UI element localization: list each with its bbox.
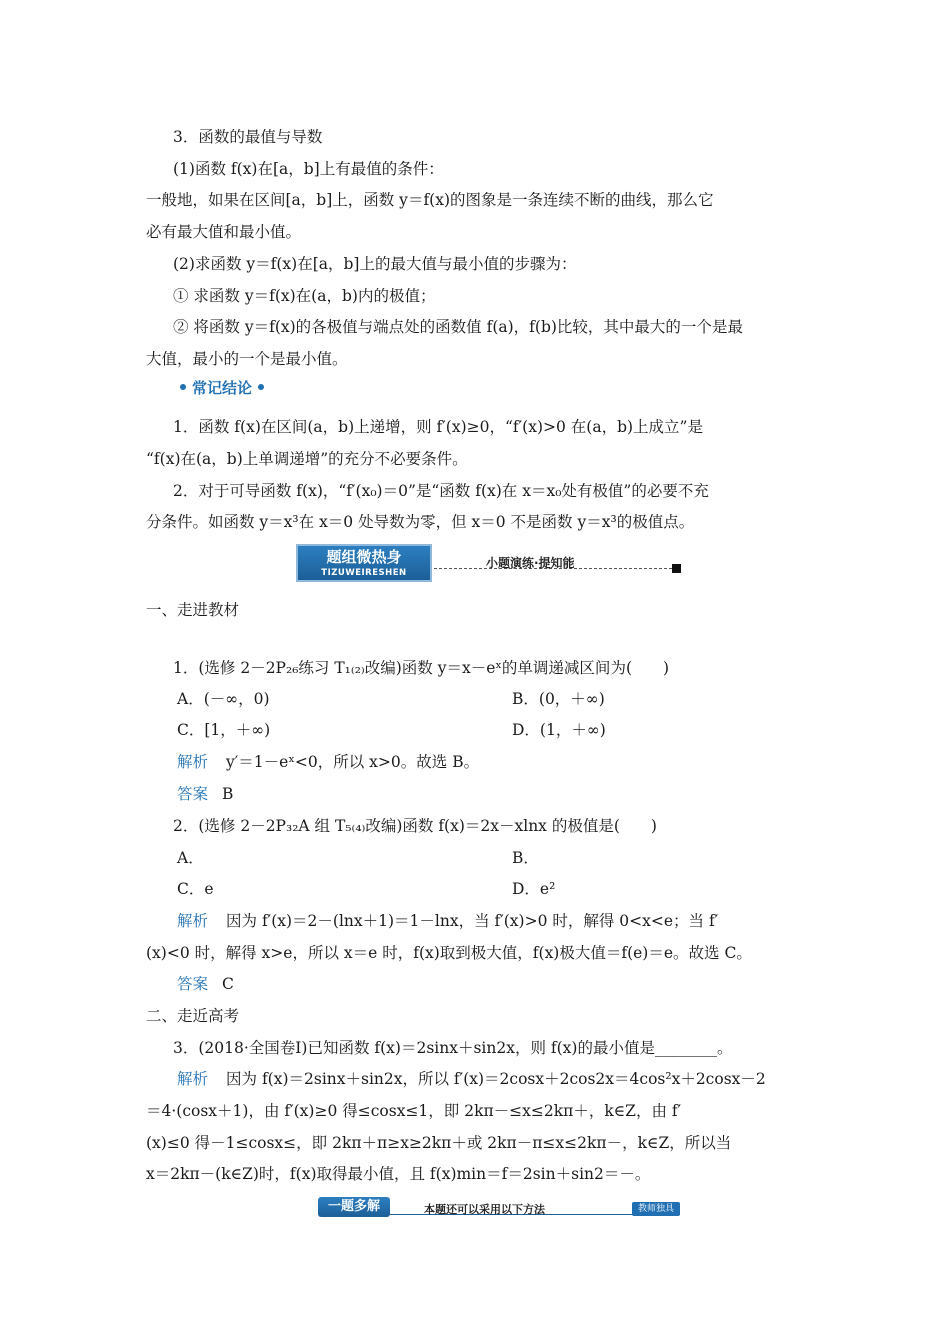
banner-subtitle: 小题演练·提知能 xyxy=(486,556,575,570)
paragraph: 分条件。如函数 y＝x³在 x＝0 处导数为零，但 x＝0 不是函数 y＝x³的极值点。 xyxy=(146,513,695,531)
answer: 答案 C xyxy=(177,975,234,993)
solution: 解析 因为 f(x)＝2sinx＋sin2x，所以 f′(x)＝2cosx＋2cos2x＝4cos²x＋2cosx－2 xyxy=(177,1070,766,1088)
option: A． xyxy=(177,849,204,867)
solution: 解析 y′＝1－eˣ<0，所以 x>0。故选 B。 xyxy=(177,753,480,771)
paragraph: (2)求函数 y＝f(x)在[a，b]上的最大值与最小值的步骤为： xyxy=(173,255,577,273)
paragraph: ② 将函数 y＝f(x)的各极值与端点处的函数值 f(a)，f(b)比较，其中最大的一个是最 xyxy=(173,318,743,336)
paragraph: 一般地，如果在区间[a，b]上，函数 y＝f(x)的图象是一条连续不断的曲线，那么它 xyxy=(146,191,714,209)
section-banner xyxy=(296,544,682,586)
bullet-dot-icon xyxy=(258,384,264,390)
paragraph: ① 求函数 y＝f(x)在(a，b)内的极值； xyxy=(173,287,436,305)
question: 2．(选修 2－2P₃₂A 组 T₅₍₄₎改编)函数 f(x)＝2x－xlnx 的极值是( ) xyxy=(173,817,657,835)
question: 3．(2018·全国卷Ⅰ)已知函数 f(x)＝2sinx＋sin2x，则 f(x)的最小值是________。 xyxy=(173,1039,733,1057)
paragraph: 1．函数 f(x)在区间(a，b)上递增，则 f′(x)≥0，“f′(x)>0 在(a，b)上成立”是 xyxy=(173,418,703,436)
section-heading: 3．函数的最值与导数 xyxy=(173,128,323,146)
teacher-badge: 教师独具 xyxy=(632,1202,680,1216)
paragraph: 必有最大值和最小值。 xyxy=(146,223,302,241)
option: B． xyxy=(512,849,539,867)
solution: (x)<0 时，解得 x>e，所以 x＝e 时，f(x)取到极大值，f(x)极大值＝f(e)＝e。故选 C。 xyxy=(146,944,752,962)
multi-solution-label: 一题多解 xyxy=(318,1197,390,1217)
solution: 解析 因为 f′(x)＝2－(lnx＋1)＝1－lnx，当 f′(x)>0 时，解得 0<x<e；当 f′ xyxy=(177,912,719,930)
paragraph: 2．对于可导函数 f(x)，“f′(x₀)＝0”是“函数 f(x)在 x＝x₀处有极值”的必要不充 xyxy=(173,482,709,500)
part-heading: 二、走近高考 xyxy=(146,1007,240,1025)
solution: (x)≤0 得－1≤cosx≤，即 2kπ＋π≥x≥2kπ＋或 2kπ－π≤x≤2kπ－，k∈Z，所以当 xyxy=(146,1134,732,1152)
solution: ＝4·(cosx＋1)，由 f′(x)≥0 得≤cosx≤1，即 2kπ－≤x≤2kπ＋，k∈Z，由 f′ xyxy=(146,1102,682,1120)
option: C．[1，＋∞) xyxy=(177,721,271,739)
option: B．(0，＋∞) xyxy=(512,690,605,708)
option: D．e² xyxy=(512,880,556,898)
multi-solution-banner xyxy=(318,1197,680,1219)
part-heading: 一、走进教材 xyxy=(146,601,240,619)
option: D．(1，＋∞) xyxy=(512,721,606,739)
square-icon xyxy=(672,564,681,573)
option: C．e xyxy=(177,880,214,898)
question: 1．(选修 2－2P₂₆练习 T₁₍₂₎改编)函数 y＝x－eˣ的单调递减区间为( ) xyxy=(173,659,670,677)
option: A．(－∞，0) xyxy=(177,690,270,708)
solution: x＝2kπ－(k∈Z)时，f(x)取得最小值，且 f(x)min＝f＝2sin＋sin2＝－。 xyxy=(146,1165,651,1183)
conclusion-tag: 常记结论 xyxy=(180,375,264,399)
paragraph: 大值，最小的一个是最小值。 xyxy=(146,350,348,368)
multi-solution-text: 本题还可以采用以下方法 xyxy=(424,1203,545,1216)
paragraph: “f(x)在(a，b)上单调递增”的充分不必要条件。 xyxy=(146,450,468,468)
banner-title-box: 题组微热身 TIZUWEIRESHEN xyxy=(296,544,432,582)
paragraph: (1)函数 f(x)在[a，b]上有最值的条件： xyxy=(173,160,444,178)
bullet-dot-icon xyxy=(180,384,186,390)
answer: 答案 B xyxy=(177,785,234,803)
